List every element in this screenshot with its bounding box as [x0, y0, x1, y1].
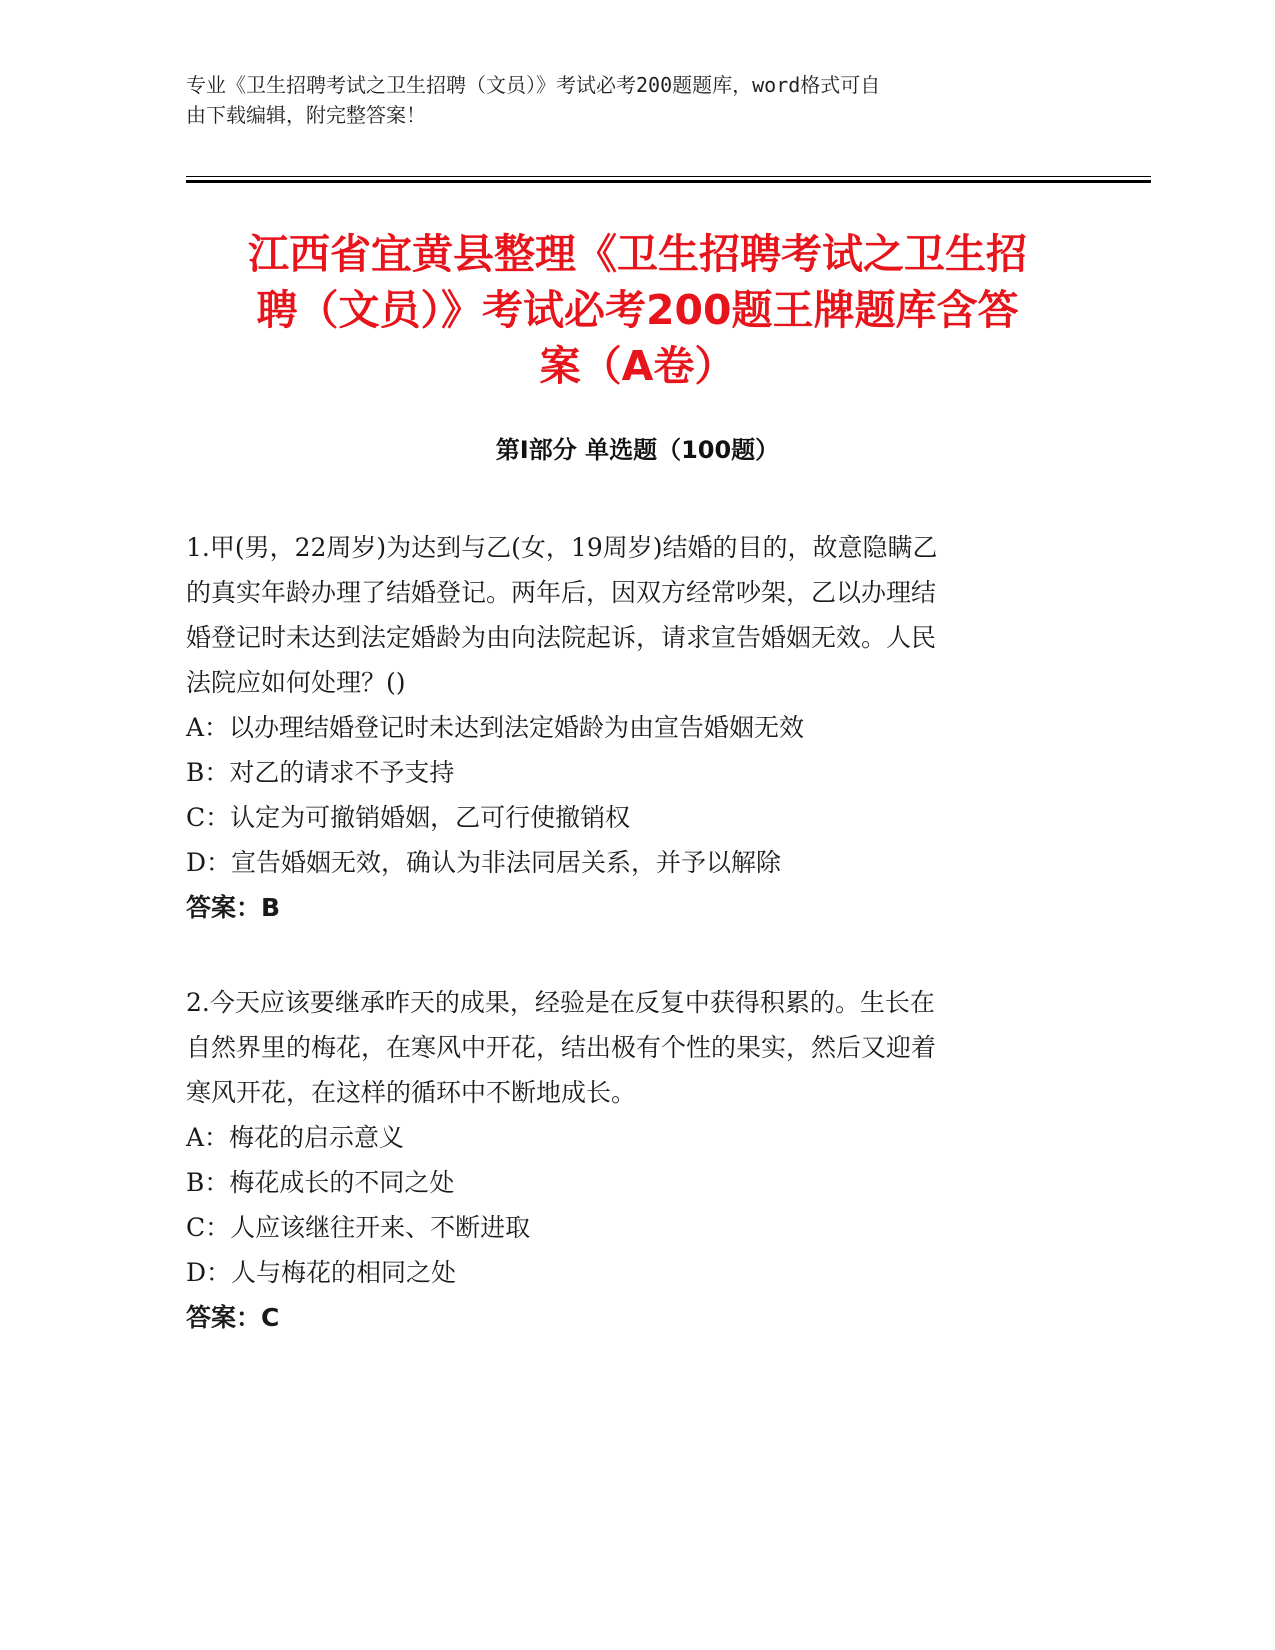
question-stem — [186, 980, 1086, 1115]
document-title-line: 江西省宜黄县整理《卫生招聘考试之卫生招 — [248, 230, 1027, 278]
option-c: C：认定为可撤销婚姻，乙可行使撤销权 — [186, 803, 631, 832]
option-d: D：宣告婚姻无效，确认为非法同居关系，并予以解除 — [186, 848, 782, 877]
option-b: B：梅花成长的不同之处 — [186, 1168, 455, 1197]
question-stem-line: 1.甲(男，22周岁)为达到与乙(女，19周岁)结婚的目的，故意隐瞒乙 — [186, 533, 938, 562]
section-heading: 第Ⅰ部分 单选题（100题） — [495, 436, 780, 464]
header-divider-thin — [186, 176, 1151, 177]
question-stem-line: 2.今天应该要继承昨天的成果，经验是在反复中获得积累的。生长在 — [186, 988, 935, 1017]
option-c: C：人应该继往开来、不断进取 — [186, 1213, 531, 1242]
question-stem-line: 法院应如何处理？() — [186, 668, 406, 697]
option-a: A：以办理结婚登记时未达到法定婚龄为由宣告婚姻无效 — [186, 713, 805, 742]
header-divider-thick — [186, 180, 1151, 183]
question-item — [186, 525, 1086, 930]
document-title-line: 案（A卷） — [539, 342, 736, 390]
question-stem-line: 寒风开花，在这样的循环中不断地成长。 — [186, 1078, 637, 1107]
question-stem — [186, 525, 1086, 705]
document-title-line: 聘（文员）》考试必考200题王牌题库含答 — [256, 286, 1019, 334]
question-stem-line: 自然界里的梅花，在寒风中开花，结出极有个性的果实，然后又迎着 — [186, 1033, 937, 1062]
option-b: B：对乙的请求不予支持 — [186, 758, 455, 787]
question-stem-line: 婚登记时未达到法定婚龄为由向法院起诉，请求宣告婚姻无效。人民 — [186, 623, 937, 652]
header-note-line: 由下载编辑，附完整答案！ — [186, 103, 426, 127]
answer-key: 答案：B — [186, 893, 281, 922]
question-item — [186, 980, 1086, 1340]
answer-key: 答案：C — [186, 1303, 280, 1332]
option-a: A：梅花的启示意义 — [186, 1123, 405, 1152]
document-title — [186, 226, 1089, 394]
question-stem-line: 的真实年龄办理了结婚登记。两年后，因双方经常吵架，乙以办理结 — [186, 578, 937, 607]
header-note — [186, 70, 1086, 130]
option-d: D：人与梅花的相同之处 — [186, 1258, 457, 1287]
header-note-line: 专业《卫生招聘考试之卫生招聘（文员）》考试必考200题题库，word格式可自 — [186, 73, 881, 97]
